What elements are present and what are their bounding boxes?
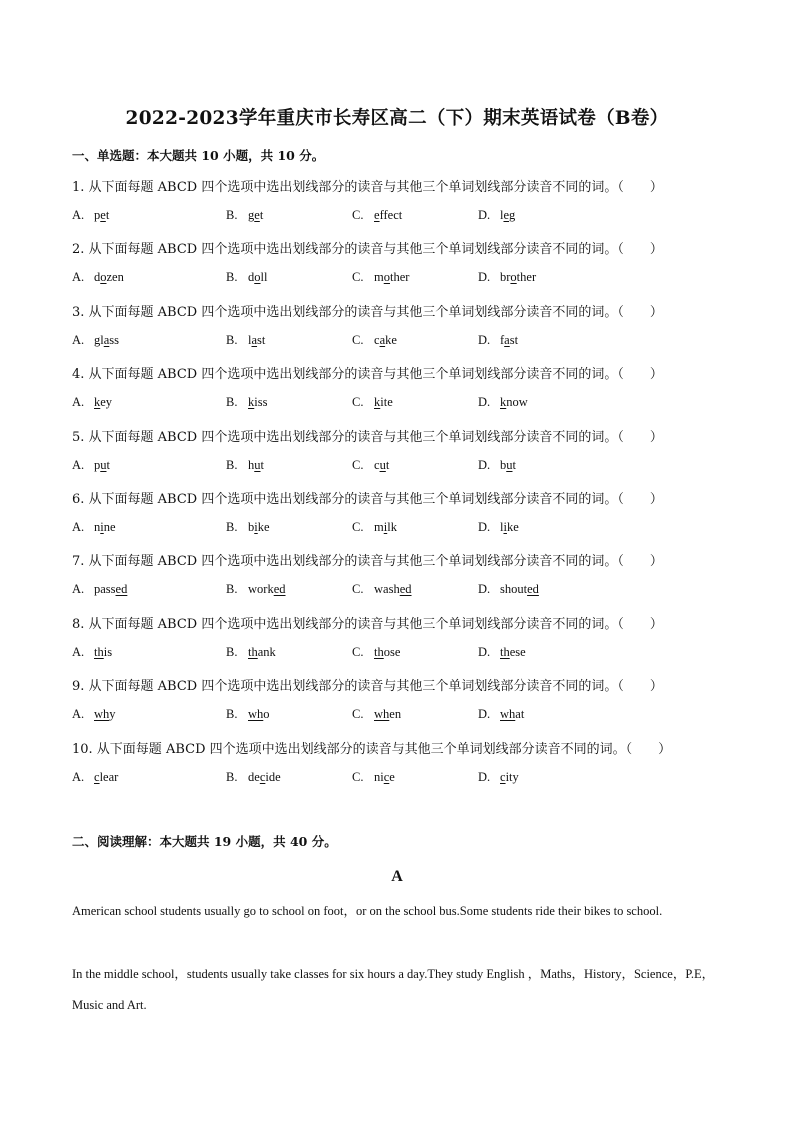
question-stem: 10. 从下面每题 ABCD 四个选项中选出划线部分的读音与其他三个单词划线部分读音不同的词。（ ）: [72, 741, 672, 757]
word-suffix: ke: [385, 332, 397, 347]
option-letter: C.: [352, 270, 364, 285]
option-c[interactable]: [352, 458, 389, 473]
underlined-part: wh: [374, 707, 390, 722]
question-stem: 1. 从下面每题 ABCD 四个选项中选出划线部分的读音与其他三个单词划线部分读音不同的词。（ ）: [72, 180, 663, 195]
underlined-part: i: [254, 520, 258, 534]
word-suffix: e: [389, 769, 395, 784]
question-stem: 7. 从下面每题 ABCD 四个选项中选出划线部分的读音与其他三个单词划线部分读音不同的词。（ ）: [72, 554, 663, 570]
page-title: 2022-2023学年重庆市长寿区高二（下）期末英语试卷（B卷）: [125, 108, 669, 129]
passage-paragraph-2: In the middle school，students usually take classes for six hours a day.They study English ，Maths，History，Science，P.E，Music and Art.: [72, 967, 715, 1012]
word-suffix: ffect: [379, 208, 403, 222]
underlined-part: th: [248, 644, 258, 659]
word-suffix: o: [263, 707, 270, 722]
word-suffix: iss: [254, 395, 268, 410]
word-prefix: p: [94, 208, 101, 222]
option-c[interactable]: [352, 270, 409, 285]
word-suffix: ey: [100, 395, 113, 410]
underlined-part: i: [383, 520, 388, 534]
word-suffix: y: [109, 707, 116, 722]
option-letter: B.: [226, 769, 238, 784]
option-b[interactable]: [226, 208, 263, 223]
word-prefix: l: [248, 332, 252, 347]
option-letter: A.: [72, 644, 85, 659]
option-letter: D.: [478, 707, 491, 722]
option-letter: A.: [72, 208, 85, 222]
underlined-part: wh: [248, 707, 264, 722]
option-letter: D.: [478, 769, 491, 784]
word-prefix: c: [374, 457, 380, 472]
section-1-heading: 一、单选题：本大题共 10 小题，共 10 分。: [72, 148, 325, 163]
word-suffix: en: [389, 707, 402, 722]
word-prefix: l: [500, 208, 504, 222]
underlined-part: a: [103, 332, 110, 347]
word-prefix: gl: [94, 332, 104, 347]
option-letter: C.: [352, 332, 364, 347]
word-prefix: m: [374, 270, 384, 285]
option-c[interactable]: [352, 520, 397, 535]
question-stem: 2. 从下面每题 ABCD 四个选项中选出划线部分的读音与其他三个单词划线部分读音不同的词。（ ）: [72, 242, 663, 258]
option-letter: B.: [226, 332, 238, 347]
underlined-part: k: [374, 395, 381, 410]
underlined-part: u: [254, 457, 261, 472]
option-letter: C.: [352, 582, 364, 597]
word-suffix: is: [103, 644, 113, 659]
underlined-part: wh: [94, 707, 110, 722]
option-d[interactable]: [478, 520, 519, 535]
word-suffix: st: [509, 332, 519, 347]
underlined-part: e: [254, 208, 260, 222]
option-a[interactable]: [72, 582, 127, 597]
option-letter: D.: [478, 520, 491, 534]
word-suffix: ther: [516, 270, 537, 285]
option-c[interactable]: [352, 707, 401, 722]
option-b[interactable]: [226, 458, 264, 473]
question-stem: 8. 从下面每题 ABCD 四个选项中选出划线部分的读音与其他三个单词划线部分读音不同的词。（ ）: [72, 616, 663, 632]
word-suffix: ity: [505, 769, 519, 784]
underlined-part: k: [248, 395, 255, 410]
option-letter: B.: [226, 270, 238, 285]
option-letter: A.: [72, 582, 85, 597]
option-letter: C.: [352, 707, 364, 722]
underlined-part: th: [500, 644, 510, 659]
question-stem: 3. 从下面每题 ABCD 四个选项中选出划线部分的读音与其他三个单词划线部分读音不同的词。（ ）: [72, 304, 663, 320]
word-prefix: m: [374, 520, 384, 534]
word-suffix: ll: [260, 270, 268, 285]
passage-label: A: [391, 868, 403, 885]
option-c[interactable]: [352, 582, 412, 597]
word-prefix: pass: [94, 582, 116, 597]
option-c[interactable]: [352, 770, 395, 785]
underlined-part: o: [510, 270, 517, 285]
underlined-part: k: [500, 395, 507, 410]
option-letter: D.: [478, 208, 491, 222]
word-suffix: t: [512, 457, 516, 472]
option-c[interactable]: [352, 333, 397, 348]
word-suffix: t: [385, 457, 390, 472]
option-b[interactable]: [226, 270, 267, 285]
word-suffix: lk: [387, 520, 397, 534]
word-prefix: de: [248, 769, 260, 784]
option-b[interactable]: [226, 645, 276, 660]
word-suffix: g: [509, 208, 516, 222]
underlined-part: ed: [115, 582, 128, 597]
option-a[interactable]: [72, 458, 110, 473]
underlined-part: ed: [273, 582, 286, 597]
section-2-heading: 二、阅读理解：本大题共 19 小题，共 40 分。: [72, 834, 337, 849]
option-letter: C.: [352, 208, 364, 222]
option-a[interactable]: [72, 645, 112, 660]
underlined-part: u: [379, 457, 386, 472]
word-suffix: t: [106, 457, 110, 472]
option-letter: D.: [478, 395, 491, 410]
word-prefix: b: [500, 457, 507, 472]
option-letter: C.: [352, 520, 364, 534]
option-letter: D.: [478, 644, 491, 659]
option-letter: D.: [478, 582, 491, 597]
word-suffix: lear: [99, 769, 119, 784]
option-letter: D.: [478, 457, 491, 472]
underlined-part: o: [254, 270, 261, 285]
word-suffix: ne: [103, 520, 116, 534]
option-letter: B.: [226, 582, 238, 597]
option-letter: D.: [478, 270, 491, 285]
option-a[interactable]: [72, 707, 116, 722]
word-suffix: ite: [380, 395, 393, 410]
underlined-part: a: [379, 332, 386, 347]
underlined-part: i: [503, 520, 507, 534]
option-b[interactable]: [226, 707, 270, 722]
word-suffix: st: [257, 332, 266, 347]
option-letter: C.: [352, 769, 364, 784]
option-letter: C.: [352, 644, 364, 659]
option-letter: B.: [226, 208, 238, 222]
word-prefix: b: [248, 520, 255, 534]
underlined-part: th: [94, 644, 104, 659]
word-prefix: p: [94, 457, 101, 472]
option-a[interactable]: [72, 333, 119, 348]
word-suffix: now: [506, 395, 528, 410]
word-prefix: l: [500, 520, 504, 534]
underlined-part: th: [374, 644, 384, 659]
passage-paragraph-1: American school students usually go to school on foot，or on the school bus.Some students ride their bikes to school.: [72, 904, 663, 918]
underlined-part: c: [94, 769, 100, 784]
underlined-part: c: [383, 769, 390, 784]
option-letter: B.: [226, 707, 238, 722]
word-suffix: at: [515, 707, 525, 722]
underlined-part: e: [503, 208, 510, 222]
word-prefix: d: [248, 270, 255, 285]
option-letter: B.: [226, 644, 238, 659]
word-prefix: c: [374, 332, 380, 347]
option-letter: A.: [72, 270, 85, 285]
option-d[interactable]: [478, 208, 515, 223]
option-d[interactable]: [478, 270, 536, 285]
word-suffix: ide: [265, 769, 281, 784]
underlined-part: ed: [399, 582, 412, 597]
word-suffix: ke: [506, 520, 519, 534]
word-suffix: ese: [509, 644, 526, 659]
option-letter: B.: [226, 520, 238, 534]
option-letter: B.: [226, 395, 238, 410]
option-d[interactable]: [478, 770, 519, 785]
word-suffix: ss: [109, 332, 120, 347]
word-prefix: g: [248, 208, 255, 222]
word-prefix: shout: [500, 582, 528, 597]
word-suffix: zen: [106, 270, 124, 285]
word-suffix: t: [259, 208, 264, 222]
option-a[interactable]: [72, 770, 118, 785]
underlined-part: a: [504, 332, 510, 347]
underlined-part: i: [100, 520, 104, 534]
word-prefix: f: [500, 332, 505, 347]
word-suffix: t: [105, 208, 110, 222]
option-b[interactable]: [226, 520, 270, 535]
word-suffix: ank: [257, 644, 276, 659]
option-a[interactable]: [72, 208, 109, 223]
option-b[interactable]: [226, 395, 267, 410]
option-b[interactable]: [226, 770, 281, 785]
word-prefix: work: [248, 582, 274, 597]
option-c[interactable]: [352, 395, 393, 410]
option-letter: A.: [72, 395, 85, 410]
option-d[interactable]: [478, 707, 524, 722]
option-letter: C.: [352, 395, 364, 410]
underlined-part: u: [506, 457, 513, 472]
option-letter: D.: [478, 332, 491, 347]
word-suffix: ke: [257, 520, 270, 534]
question-stem: 5. 从下面每题 ABCD 四个选项中选出划线部分的读音与其他三个单词划线部分读音不同的词。（ ）: [72, 429, 663, 445]
underlined-part: o: [383, 270, 390, 285]
option-d[interactable]: [478, 395, 528, 410]
option-d[interactable]: [478, 458, 516, 473]
option-letter: A.: [72, 769, 85, 784]
option-c[interactable]: [352, 208, 402, 223]
option-a[interactable]: [72, 270, 124, 285]
word-suffix: t: [260, 457, 264, 472]
underlined-part: e: [100, 208, 106, 222]
underlined-part: k: [94, 395, 101, 410]
option-letter: B.: [226, 457, 238, 472]
option-d[interactable]: [478, 582, 539, 597]
option-letter: A.: [72, 520, 85, 534]
underlined-part: c: [500, 769, 506, 784]
question-stem: 4. 从下面每题 ABCD 四个选项中选出划线部分的读音与其他三个单词划线部分读音不同的词。（ ）: [72, 367, 663, 383]
option-d[interactable]: [478, 645, 526, 660]
underlined-part: c: [259, 769, 266, 784]
option-letter: A.: [72, 457, 85, 472]
underlined-part: o: [100, 270, 107, 285]
underlined-part: e: [374, 208, 380, 222]
word-prefix: h: [248, 457, 255, 472]
option-b[interactable]: [226, 333, 265, 348]
underlined-part: u: [100, 457, 107, 472]
option-c[interactable]: [352, 645, 400, 660]
word-prefix: wash: [374, 582, 400, 597]
question-stem: 9. 从下面每题 ABCD 四个选项中选出划线部分的读音与其他三个单词划线部分读音不同的词。（ ）: [72, 679, 663, 695]
word-prefix: br: [500, 270, 511, 285]
question-stem: 6. 从下面每题 ABCD 四个选项中选出划线部分的读音与其他三个单词划线部分读音不同的词。（ ）: [72, 492, 663, 507]
word-prefix: ni: [374, 769, 384, 784]
word-suffix: ose: [383, 644, 401, 659]
option-d[interactable]: [478, 333, 518, 348]
option-a[interactable]: [72, 395, 112, 410]
option-letter: A.: [72, 707, 85, 722]
underlined-part: a: [251, 332, 258, 347]
word-suffix: ther: [389, 270, 410, 285]
option-letter: A.: [72, 332, 85, 347]
underlined-part: wh: [500, 707, 516, 722]
word-prefix: d: [94, 270, 101, 285]
underlined-part: ed: [527, 582, 539, 597]
word-prefix: n: [94, 520, 101, 534]
option-b[interactable]: [226, 582, 286, 597]
option-a[interactable]: [72, 520, 116, 535]
option-letter: C.: [352, 457, 364, 472]
